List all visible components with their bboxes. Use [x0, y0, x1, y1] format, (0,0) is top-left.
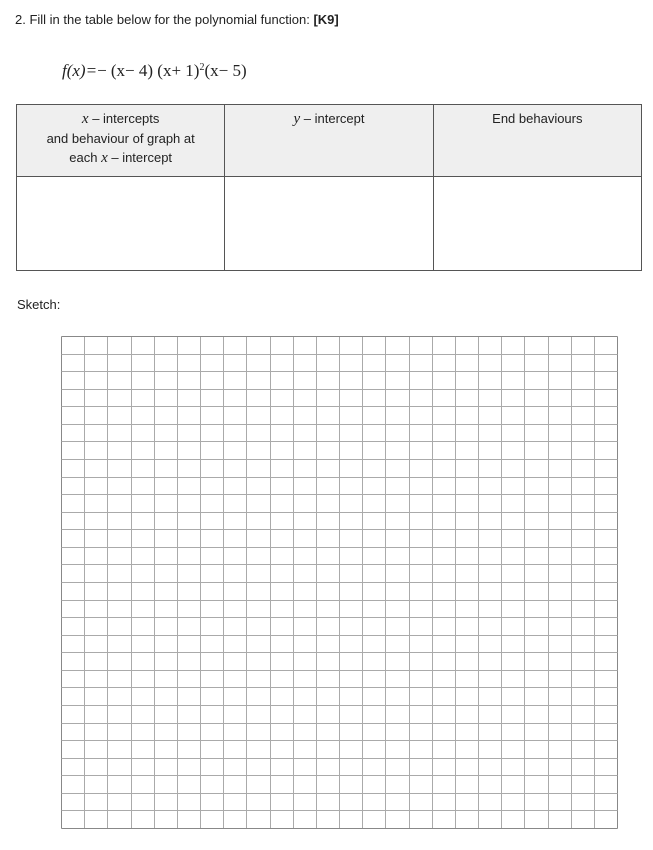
header-x-line3-prefix: each	[69, 150, 102, 165]
answer-cell-x-intercepts[interactable]	[17, 177, 225, 271]
header-end-text: End behaviours	[492, 111, 583, 126]
formula-part1: − (x− 4) (x+ 1)	[97, 61, 200, 80]
question-prompt	[15, 11, 339, 29]
grid-canvas	[61, 336, 618, 829]
header-end-behaviours	[433, 105, 641, 177]
sketch-label: Sketch:	[17, 297, 61, 312]
header-x-line1: – intercepts	[88, 111, 160, 126]
formula-part2: (x− 5)	[204, 61, 247, 80]
formula-exponent: 2	[199, 62, 205, 73]
formula-lhs: f(x)=	[62, 61, 98, 80]
table-answer-row	[17, 177, 642, 271]
table-header-row	[17, 105, 642, 177]
answer-table	[16, 104, 642, 271]
header-x-line2: and behaviour of graph at	[46, 131, 195, 146]
header-x-intercepts	[17, 105, 225, 177]
header-x-var: x	[81, 111, 89, 127]
question-mark: [K9]	[313, 12, 339, 27]
sketch-grid[interactable]	[61, 336, 618, 829]
question-text: 2. Fill in the table below for the polynomial function:	[15, 12, 314, 27]
header-y-text: – intercept	[300, 111, 365, 126]
header-y-var: y	[293, 111, 301, 127]
answer-cell-end-behaviours[interactable]	[433, 177, 641, 271]
header-x-line3-var: x	[101, 150, 108, 166]
header-y-intercept	[225, 105, 433, 177]
polynomial-formula	[62, 57, 247, 82]
header-x-line3-suffix: – intercept	[107, 150, 173, 165]
answer-cell-y-intercept[interactable]	[225, 177, 433, 271]
